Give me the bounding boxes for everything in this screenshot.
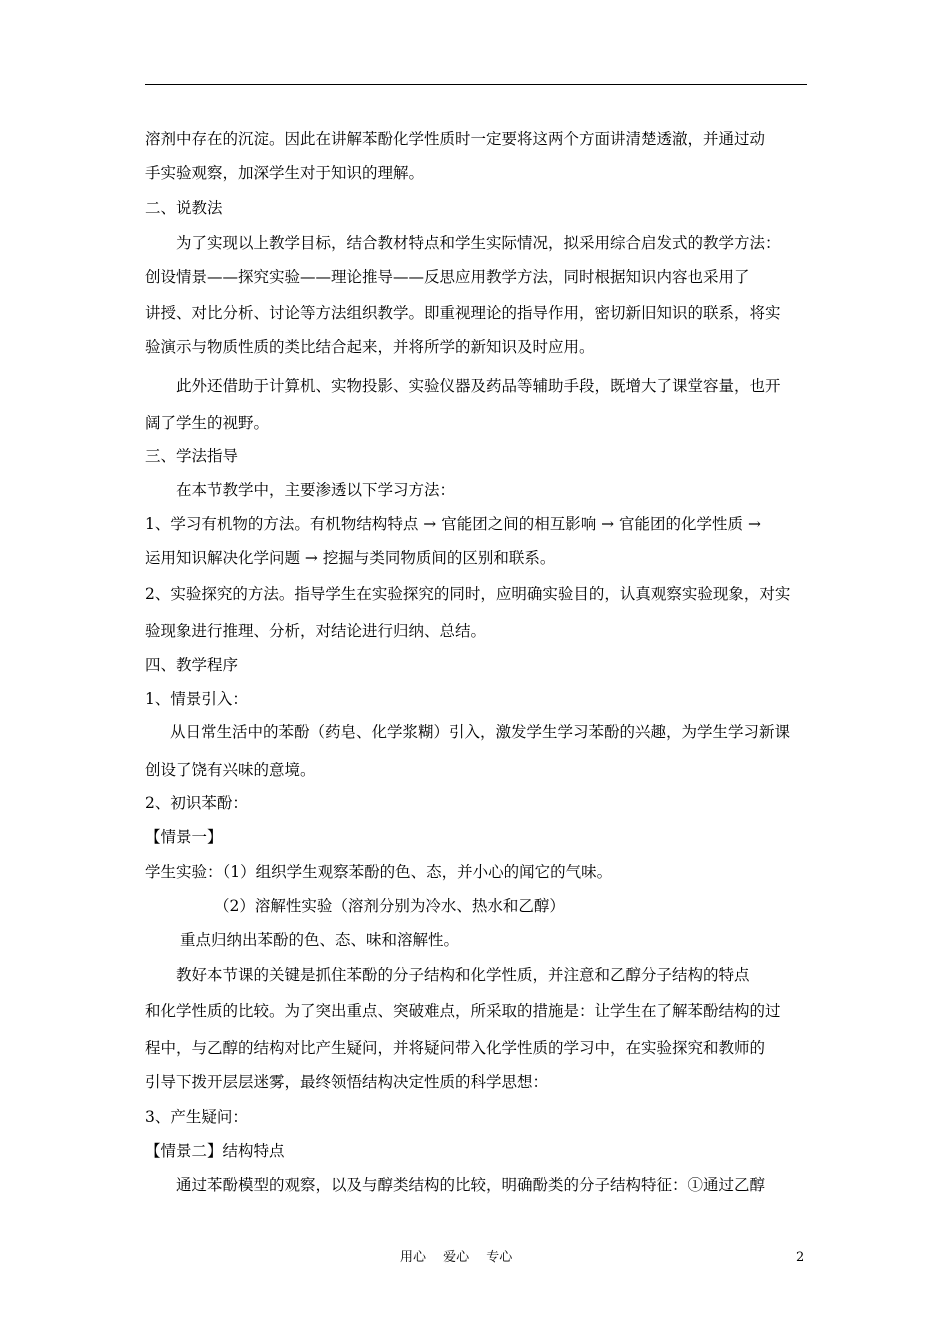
subsection-heading: 1、情景引入： xyxy=(145,690,248,708)
page-footer: 用心 爱心 专心 xyxy=(400,1250,513,1265)
section-heading: 三、学法指导 xyxy=(145,447,239,465)
text-line: 验演示与物质性质的类比结合起来，并将所学的新知识及时应用。 xyxy=(145,338,595,356)
text-line: （2）溶解性实验（溶剂分别为冷水、热水和乙醇） xyxy=(214,897,565,915)
text-line: 创设了饶有兴味的意境。 xyxy=(145,761,316,779)
subsection-heading: 3、产生疑问： xyxy=(145,1108,248,1126)
text-line: 和化学性质的比较。为了突出重点、突破难点，所采取的措施是：让学生在了解苯酚结构的过 xyxy=(145,1002,781,1020)
text-line: 此外还借助于计算机、实物投影、实验仪器及药品等辅助手段，既增大了课堂容量，也开 xyxy=(176,377,781,395)
text-line: 重点归纳出苯酚的色、态、味和溶解性。 xyxy=(180,931,460,949)
text-line: 从日常生活中的苯酚（药皂、化学浆糊）引入，激发学生学习苯酚的兴趣，为学生学习新课 xyxy=(170,723,791,741)
text-line: 1、学习有机物的方法。有机物结构特点 → 官能团之间的相互影响 → 官能团的化学性质 → xyxy=(145,515,761,533)
text-line: 验现象进行推理、分析，对结论进行归纳、总结。 xyxy=(145,622,487,640)
section-heading: 二、说教法 xyxy=(145,199,223,217)
header-rule xyxy=(145,84,807,85)
text-line: 阔了学生的视野。 xyxy=(145,414,270,432)
subsection-heading: 2、初识苯酚： xyxy=(145,794,248,812)
text-line: 讲授、对比分析、讨论等方法组织教学。即重视理论的指导作用，密切新旧知识的联系，将实 xyxy=(145,304,781,322)
scene-heading: 【情景二】结构特点 xyxy=(145,1142,285,1160)
section-heading: 四、教学程序 xyxy=(145,656,239,674)
text-line: 溶剂中存在的沉淀。因此在讲解苯酚化学性质时一定要将这两个方面讲清楚透澈，并通过动 xyxy=(145,130,766,148)
text-line: 手实验观察，加深学生对于知识的理解。 xyxy=(145,164,425,182)
text-line: 教好本节课的关键是抓住苯酚的分子结构和化学性质，并注意和乙醇分子结构的特点 xyxy=(176,966,750,984)
text-line: 创设情景——探究实验——理论推导——反思应用教学方法，同时根据知识内容也采用了 xyxy=(145,268,750,286)
text-line: 在本节教学中，主要渗透以下学习方法： xyxy=(176,481,456,499)
text-line: 运用知识解决化学问题 → 挖掘与类同物质间的区别和联系。 xyxy=(145,549,556,567)
scene-heading: 【情景一】 xyxy=(145,828,223,846)
text-line: 引导下拨开层层迷雾，最终领悟结构决定性质的科学思想： xyxy=(145,1073,549,1091)
page-number: 2 xyxy=(796,1250,805,1265)
text-line: 程中，与乙醇的结构对比产生疑问，并将疑问带入化学性质的学习中，在实验探究和教师的 xyxy=(145,1039,766,1057)
text-line: 2、实验探究的方法。指导学生在实验探究的同时，应明确实验目的，认真观察实验现象，对实 xyxy=(145,585,791,603)
text-line: 通过苯酚模型的观察，以及与醇类结构的比较，明确酚类的分子结构特征：①通过乙醇 xyxy=(176,1176,766,1194)
text-line: 学生实验：（1）组织学生观察苯酚的色、态，并小心的闻它的气味。 xyxy=(145,863,613,881)
text-line: 为了实现以上教学目标，结合教材特点和学生实际情况，拟采用综合启发式的教学方法： xyxy=(176,234,781,252)
